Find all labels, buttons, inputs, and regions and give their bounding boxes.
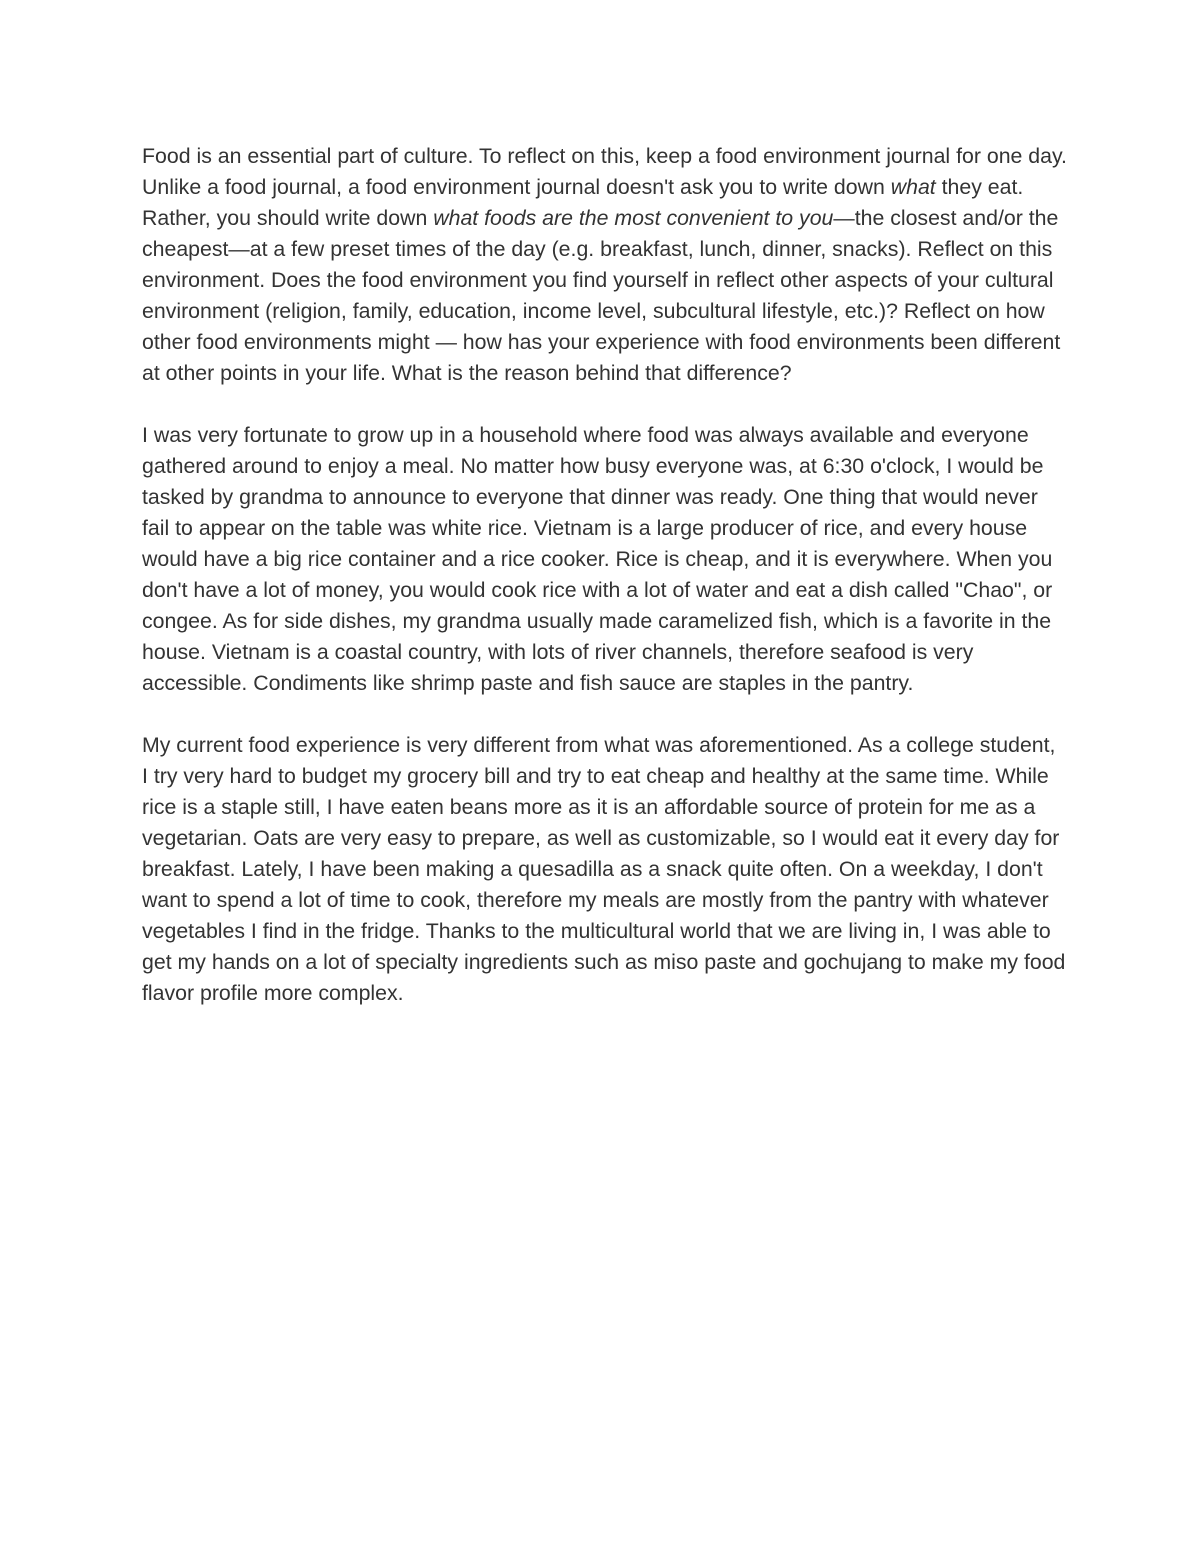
document-body xyxy=(142,141,1067,1009)
text-segment-italic: what xyxy=(890,175,936,199)
text-segment: My current food experience is very different from what was aforementioned. As a college student, I try very hard to budget my grocery bill and try to eat cheap and healthy at the same time. While rice is a staple still, I have eaten beans more as it is an affordable source of protein for me as a vegetarian. Oats are very easy to prepare, as well as customizable, so I would eat it every day for breakfast. Lately, I have been making a quesadilla as a snack quite often. On a weekday, I don't want to spend a lot of time to cook, therefore my meals are mostly from the pantry with whatever vegetables I find in the fridge. Thanks to the multicultural world that we are living in, I was able to get my hands on a lot of specialty ingredients such as miso paste and gochujang to make my food flavor profile more complex. xyxy=(142,733,1066,1005)
paragraph-prompt xyxy=(142,141,1067,389)
paragraph-current xyxy=(142,730,1067,1009)
text-segment: I was very fortunate to grow up in a household where food was always available and everyone gathered around to enjoy a meal. No matter how busy everyone was, at 6:30 o'clock, I would be tasked by grandma to announce to everyone that dinner was ready. One thing that would never fail to appear on the table was white rice. Vietnam is a large producer of rice, and every house would have a big rice container and a rice cooker. Rice is cheap, and it is everywhere. When you don't have a lot of money, you would cook rice with a lot of water and eat a dish called "Chao", or congee. As for side dishes, my grandma usually made caramelized fish, which is a favorite in the house. Vietnam is a coastal country, with lots of river channels, therefore seafood is very accessible. Condiments like shrimp paste and fish sauce are staples in the pantry. xyxy=(142,423,1053,695)
text-segment: Food is an essential part of culture. To reflect on this, keep a food environment journal for one day. Unlike a food journal, a food environment journal doesn't ask you to write down xyxy=(142,144,1067,199)
paragraph-childhood xyxy=(142,420,1067,699)
text-segment: —the closest and/or the cheapest—at a few preset times of the day (e.g. breakfast, lunch, dinner, snacks). Reflect on this environment. Does the food environment you find yourself in reflect other aspects of your cultural environment (religion, family, education, income level, subcultural lifestyle, etc.)? Reflect on how other food environments might — how has your experience with food environments been different at other points in your life. What is the reason behind that difference? xyxy=(142,206,1061,385)
text-segment-italic: what foods are the most convenient to you xyxy=(433,206,834,230)
text-segment: they eat. Rather, you should write down xyxy=(142,175,1024,230)
